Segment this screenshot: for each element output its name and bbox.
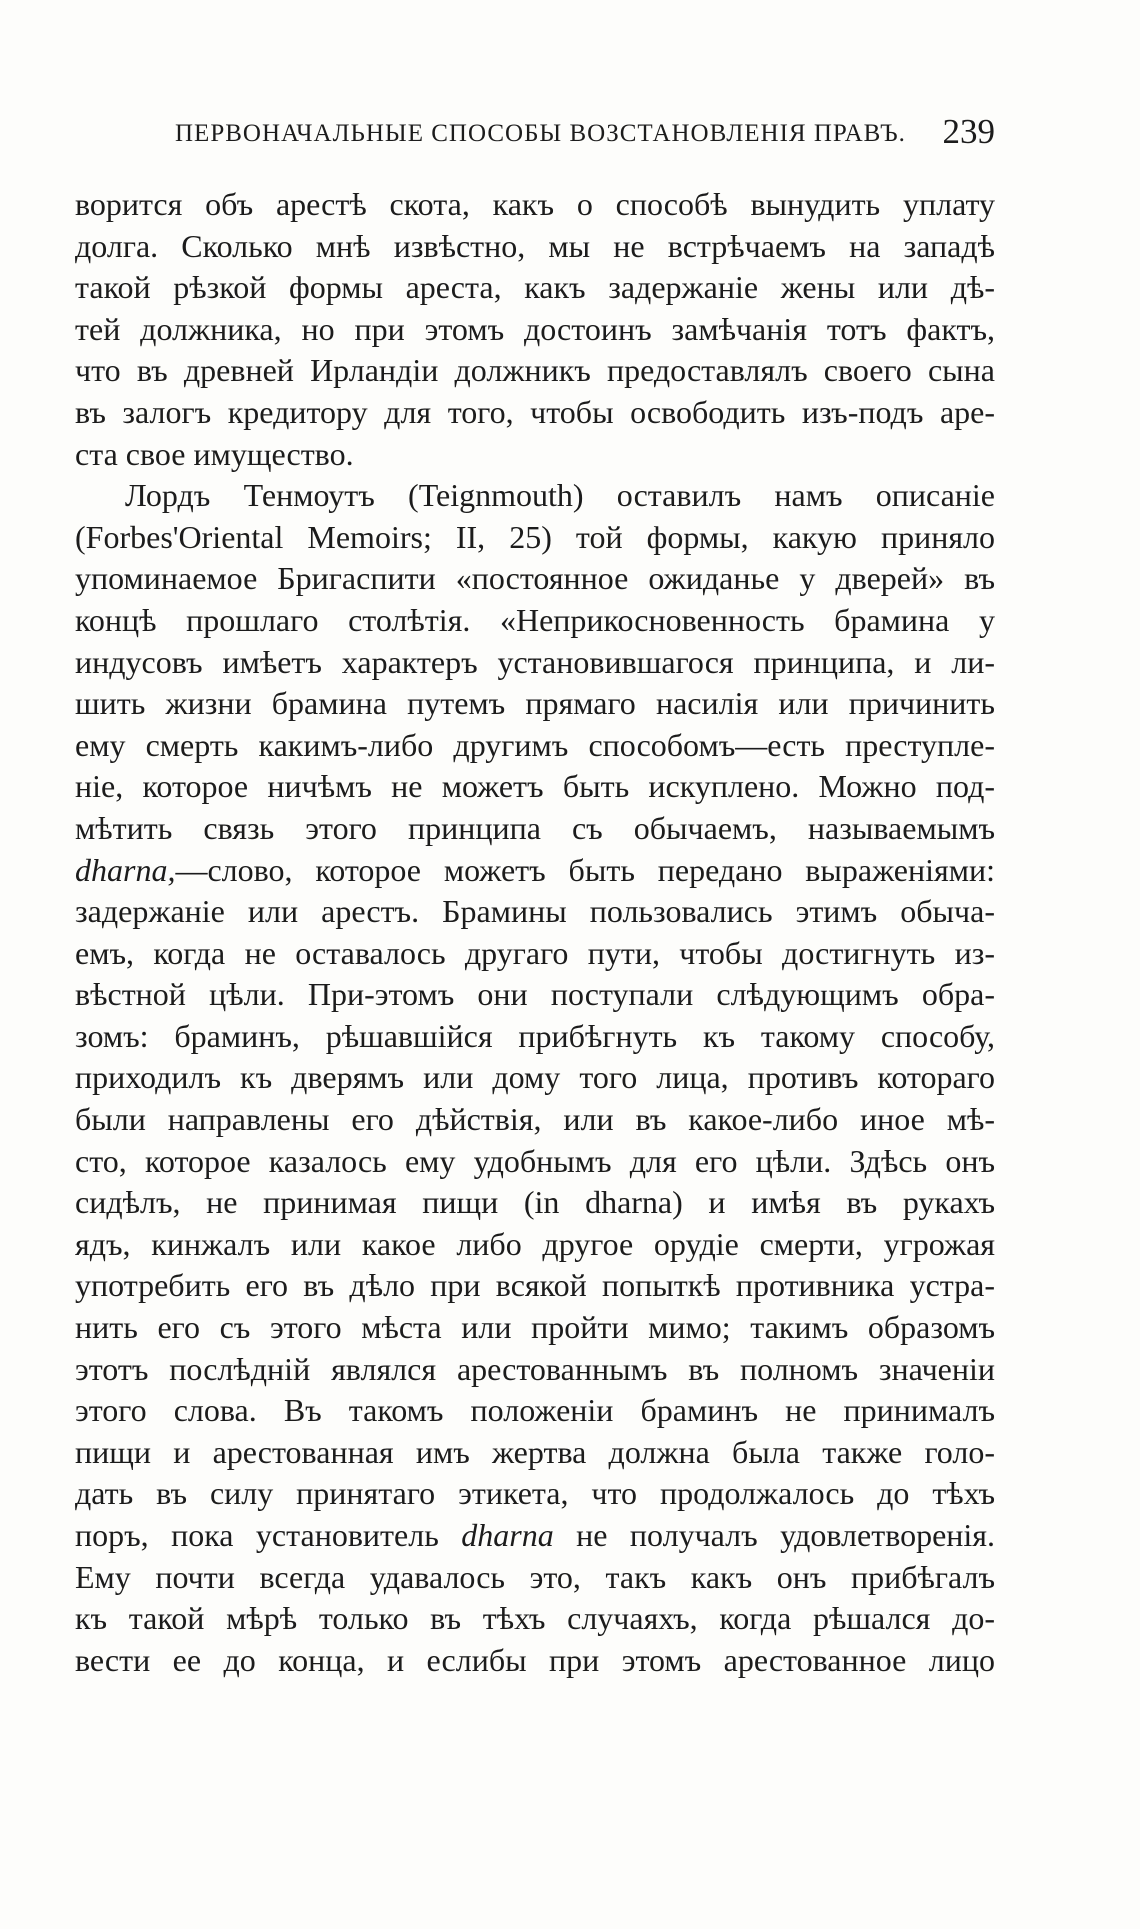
text-line: нить его съ этого мѣста или пройти мимо; такимъ образомъ xyxy=(75,1309,995,1346)
page-header xyxy=(75,112,995,162)
text-line: вѣстной цѣли. При-этомъ они поступали слѣдующимъ обра- xyxy=(75,976,995,1013)
text-line: ядъ, кинжалъ или какое либо другое орудіе смерти, угрожая xyxy=(75,1225,995,1262)
text-line-end: не получалъ удовлетворенія. xyxy=(576,1517,995,1553)
text-line: къ такой мѣрѣ только въ тѣхъ случаяхъ, когда рѣшался до- xyxy=(75,1600,995,1637)
text-line: сидѣлъ, не принимая пищи (in dharna) и имѣя въ рукахъ xyxy=(75,1184,995,1221)
text-line-rest: —слово, которое можетъ быть передано выраженіями: xyxy=(175,851,995,888)
text-line: концѣ прошлаго столѣтія. «Неприкосновенность брамина у xyxy=(75,601,995,638)
page-number: 239 xyxy=(942,112,995,151)
text-line: упоминаемое Бригаспити «постоянное ожиданье у дверей» въ xyxy=(75,560,995,597)
text-line: (Forbes'Oriental Memoirs; II, 25) той формы, какую приняло xyxy=(75,518,995,555)
running-head: ПЕРВОНАЧАЛЬНЫЕ СПОСОБЫ ВОЗСТАНОВЛЕНІЯ ПРАВЪ. xyxy=(175,120,906,147)
italic-term: dharna xyxy=(461,1517,554,1553)
italic-term: dharna, xyxy=(75,851,176,888)
text-line: что въ древней Ирландіи должникъ предоставлялъ своего сына xyxy=(75,352,995,389)
text-line: приходилъ къ дверямъ или дому того лица, противъ котораго xyxy=(75,1059,995,1096)
body-text xyxy=(75,184,995,1681)
text-line: Ему почти всегда удавалось это, такъ какъ онъ прибѣгалъ xyxy=(75,1558,995,1595)
text-line: ста свое имущество. xyxy=(75,435,354,472)
text-line: ему смерть какимъ-либо другимъ способомъ—есть преступле- xyxy=(75,726,995,763)
text-line: сто, которое казалось ему удобнымъ для его цѣли. Здѣсь онъ xyxy=(75,1142,995,1179)
text-line: тей должника, но при этомъ достоинъ замѣчанія тотъ фактъ, xyxy=(75,310,995,347)
text-line: вести ее до конца, и еслибы при этомъ арестованное лицо xyxy=(75,1641,995,1678)
text-line: этотъ послѣдній являлся арестованнымъ въ полномъ значеніи xyxy=(75,1350,995,1387)
text-line-start: поръ, пока установитель xyxy=(75,1517,439,1553)
text-line: мѣтить связь этого принципа съ обычаемъ, называемымъ xyxy=(75,809,995,846)
text-line: задержаніе или арестъ. Брамины пользовались этимъ обыча- xyxy=(75,893,995,930)
text-line: этого слова. Въ такомъ положеніи браминъ не принималъ xyxy=(75,1392,995,1429)
text-line: ворится объ арестѣ скота, какъ о способѣ вынудить уплату xyxy=(75,186,995,222)
text-line-with-italic xyxy=(75,1515,995,1557)
text-line: пищи и арестованная имъ жертва должна была также голо- xyxy=(75,1433,995,1470)
text-line: въ залогъ кредитору для того, чтобы освободить изъ-подъ аре- xyxy=(75,393,995,430)
text-line: долга. Сколько мнѣ извѣстно, мы не встрѣчаемъ на западѣ xyxy=(75,227,995,264)
text-line: шить жизни брамина путемъ прямаго насилія или причинить xyxy=(75,685,995,722)
text-line: Лордъ Тенмоутъ (Teignmouth) оставилъ намъ описаніе xyxy=(125,477,995,514)
text-line: индусовъ имѣетъ характеръ установившагося принципа, и ли- xyxy=(75,643,995,680)
text-line: дать въ силу принятаго этикета, что продолжалось до тѣхъ xyxy=(75,1475,995,1512)
text-line: были направлены его дѣйствія, или въ какое-либо иное мѣ- xyxy=(75,1101,995,1138)
text-line: емъ, когда не оставалось другаго пути, чтобы достигнуть из- xyxy=(75,934,995,971)
text-line: употребить его въ дѣло при всякой попыткѣ противника устра- xyxy=(75,1267,995,1304)
text-line-with-italic xyxy=(75,850,995,892)
text-line: ніе, которое ничѣмъ не можетъ быть искуплено. Можно под- xyxy=(75,768,995,805)
text-line: такой рѣзкой формы ареста, какъ задержаніе жены или дѣ- xyxy=(75,269,995,306)
text-line: зомъ: браминъ, рѣшавшійся прибѣгнуть къ такому способу, xyxy=(75,1017,995,1054)
